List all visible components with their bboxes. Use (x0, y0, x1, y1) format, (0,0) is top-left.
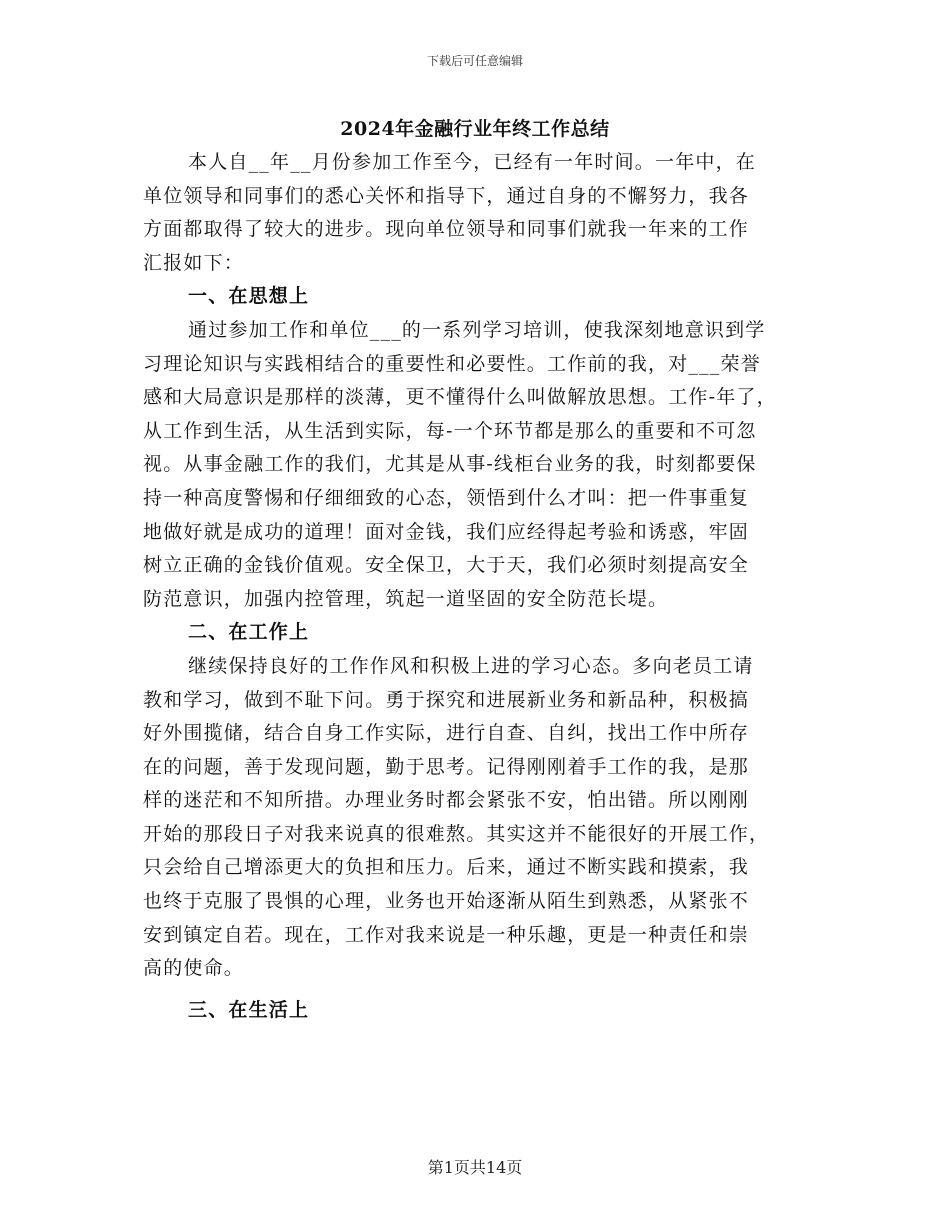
page-header: 下载后可任意编辑 (426, 54, 523, 68)
paragraph-line: 方面都取得了较大的进步。现向单位领导和同事们就我一年来的工作 (143, 218, 750, 241)
section-heading-work: 二、在工作上 (188, 621, 310, 644)
paragraph-line: 只会给自己增添更大的负担和压力。后来，通过不断实践和摸索，我 (143, 856, 750, 879)
paragraph-line: 汇报如下： (143, 251, 245, 274)
section-heading-life: 三、在生活上 (188, 998, 310, 1021)
section-heading-thought: 一、在思想上 (188, 285, 310, 308)
paragraph-line: 高的使命。 (143, 957, 245, 980)
document-body (143, 146, 818, 1027)
paragraph-line: 好外围揽储，结合自身工作实际，进行自查、自纠，找出工作中所存 (143, 722, 750, 745)
paragraph-line: 样的迷茫和不知所措。办理业务时都会紧张不安，怕出错。所以刚刚 (143, 789, 750, 812)
paragraph-line: 防范意识，加强内控管理，筑起一道坚固的安全防范长堤。 (143, 587, 669, 610)
paragraph-line: 感和大局意识是那样的淡薄，更不懂得什么叫做解放思想。工作-年了， (143, 386, 777, 409)
paragraph-line: 开始的那段日子对我来说真的很难熬。其实这并不能很好的开展工作， (143, 822, 770, 845)
paragraph-line: 通过参加工作和单位___的一系列学习培训，使我深刻地意识到学 (188, 318, 766, 341)
paragraph-line: 继续保持良好的工作作风和积极上进的学习心态。多向老员工请 (188, 654, 754, 677)
paragraph-line: 安到镇定自若。现在，工作对我来说是一种乐趣，更是一种责任和崇 (143, 923, 750, 946)
section-thought-paragraph (143, 314, 818, 616)
section-work-paragraph (143, 650, 818, 986)
intro-paragraph (143, 146, 818, 280)
paragraph-line: 单位领导和同事们的悉心关怀和指导下，通过自身的不懈努力，我各 (143, 184, 750, 207)
paragraph-line: 也终于克服了畏惧的心理，业务也开始逐渐从陌生到熟悉，从紧张不 (143, 890, 750, 913)
paragraph-line: 本人自__年__月份参加工作至今，已经有一年时间。一年中，在 (188, 151, 757, 173)
paragraph-line: 地做好就是成功的道理！面对金钱，我们应经得起考验和诱惑，牢固 (143, 520, 750, 543)
paragraph-line: 在的问题，善于发现问题，勤于思考。记得刚刚着手工作的我，是那 (143, 755, 750, 778)
document-title: 2024年金融行业年终工作总结 (340, 118, 610, 140)
page-footer: 第1页共14页 (427, 1158, 523, 1177)
paragraph-line: 习理论知识与实践相结合的重要性和必要性。工作前的我，对___荣誉 (143, 352, 761, 375)
paragraph-line: 教和学习，做到不耻下问。勇于探究和进展新业务和新品种，积极搞 (143, 688, 750, 711)
paragraph-line: 从工作到生活，从生活到实际，每-一个环节都是那么的重要和不可忽 (143, 419, 757, 442)
paragraph-line: 视。从事金融工作的我们，尤其是从事-线柜台业务的我，时刻都要保 (143, 453, 757, 476)
paragraph-line: 持一种高度警惕和仔细细致的心态，领悟到什么才叫：把一件事重复 (143, 486, 750, 509)
paragraph-line: 树立正确的金钱价值观。安全保卫，大于天，我们必须时刻提高安全 (143, 554, 750, 577)
